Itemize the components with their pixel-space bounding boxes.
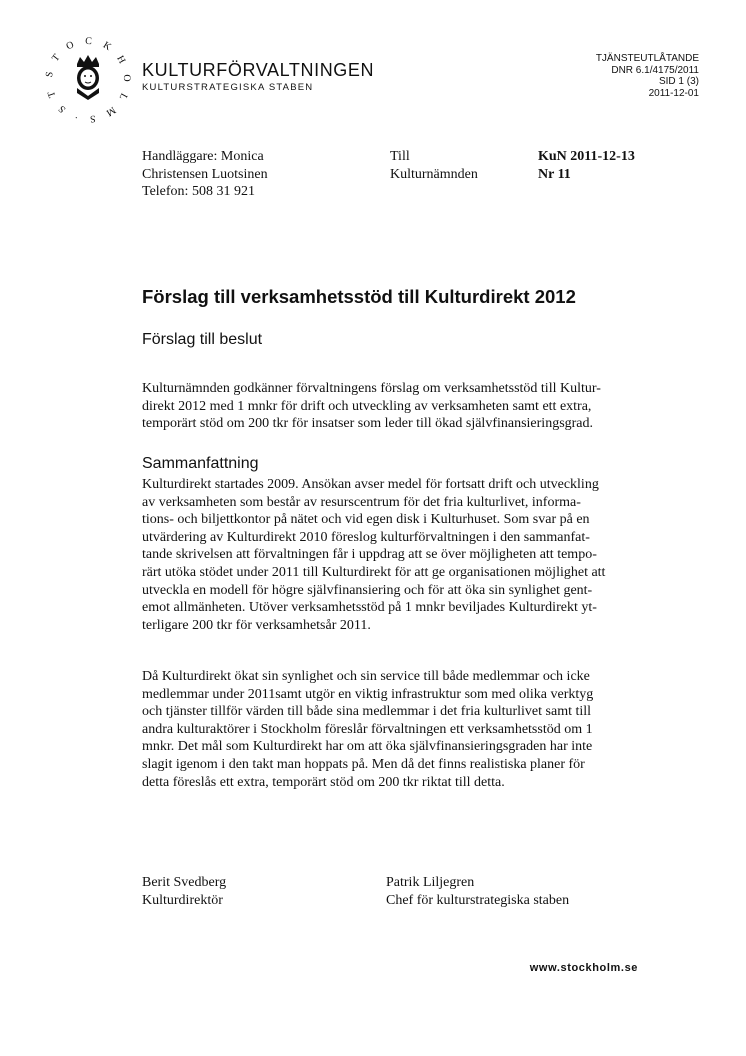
recipient-line: Till (390, 149, 410, 164)
signatory-title: Kulturdirektör (142, 892, 223, 908)
text-line: Kulturdirekt startades 2009. Ansökan avser medel för fortsatt drift och utveckling (142, 477, 599, 492)
document-meta (499, 53, 699, 99)
proposal-paragraph (142, 380, 642, 433)
signature-block (386, 874, 569, 909)
text-line: andra kulturaktörer i Stockholm föreslår förvaltningen ett verksamhetsstöd om 1 (142, 721, 593, 737)
document-date: 2011-12-01 (648, 87, 699, 99)
summary-paragraph (142, 476, 642, 634)
meeting-reference (538, 148, 635, 183)
signatory-name: Berit Svedberg (142, 875, 227, 890)
text-line: detta föreslås ett extra, temporärt stöd om 200 tkr riktat till detta. (142, 774, 505, 790)
signatory-title: Chef för kulturstrategiska staben (386, 892, 570, 908)
text-line: tions- och biljettkontor på nätet och vid egen disk i Kulturhuset. Som svar på en (142, 512, 590, 528)
reference-line: Nr 11 (538, 166, 571, 182)
organization-unit: KULTURSTRATEGISKA STABEN (142, 82, 314, 93)
text-line: slagit igenom i den takt man hoppats på. Men då det finns realistiska planer för (142, 756, 585, 772)
text-line: tande skrivelsen att förvaltningen får i uppdrag att se över möjligheten att tempo- (142, 547, 597, 563)
document-type: TJÄNSTEUTLÅTANDE (595, 53, 699, 64)
signature-block (142, 874, 226, 909)
text-line: direkt 2012 med 1 mnkr för drift och utveckling av verksamheten samt ett extra, (142, 398, 592, 414)
text-line: medlemmar under 2011samt utgör en viktig infrastruktur som med olika verktyg (142, 686, 594, 702)
recipient-block (390, 148, 478, 183)
summary-paragraph-2 (142, 668, 642, 791)
handler-line: Telefon: 508 31 921 (142, 184, 255, 199)
svg-text:S T O C K H O L M S · S T A D: S T O C K H O L M S · S T (44, 36, 132, 124)
footer-website-link[interactable]: www.stockholm.se (529, 962, 638, 974)
handler-line: Handläggare: Monica (142, 149, 264, 164)
seal-icon (44, 36, 132, 124)
handler-line: Christensen Luotsinen (142, 166, 268, 182)
text-line: Kulturnämnden godkänner förvaltningens förslag om verksamhetsstöd till Kultur- (142, 381, 601, 396)
page-indicator: SID 1 (3) (658, 76, 699, 87)
text-line: av verksamheten som består av resurscentrum för det fria kulturlivet, informa- (142, 494, 581, 510)
organization-name: KULTURFÖRVALTNINGEN (142, 60, 375, 80)
recipient-line: Kulturnämnden (390, 166, 478, 182)
text-line: mnkr. Det mål som Kulturdirekt har om att öka självfinansieringsgraden har inte (142, 739, 593, 755)
handler-block (142, 148, 268, 201)
text-line: terligare 200 tkr för verksamhetsår 2011. (142, 617, 371, 633)
text-line: utvärdering av Kulturdirekt 2010 föreslog kulturförvaltningen i den sammanfat- (142, 529, 590, 545)
page-title: Förslag till verksamhetsstöd till Kulturdirekt 2012 (142, 286, 576, 307)
text-line: rärt utöka stödet under 2011 till Kulturdirekt för att ge organisationen möjlighet att (142, 564, 606, 580)
registration-number: DNR 6.1/4175/2011 (611, 64, 699, 76)
text-line: utveckla en modell för högre självfinansiering och för att öka sin synlighet gent- (142, 582, 593, 598)
signatory-name: Patrik Liljegren (386, 875, 475, 890)
reference-line: KuN 2011-12-13 (538, 149, 635, 164)
text-line: och tjänster tillför värden till både sina medlemmar i det fria kulturlivet samt till (142, 704, 592, 720)
text-line: Då Kulturdirekt ökat sin synlighet och sin service till både medlemmar och icke (142, 669, 590, 684)
proposal-heading: Förslag till beslut (142, 331, 263, 348)
text-line: emot allmänheten. Utöver verksamhetsstöd på 1 mnkr beviljades Kulturdirekt yt- (142, 600, 597, 616)
text-line: temporärt stöd om 200 tkr för insatser som leder till ökad självfinansieringsgrad. (142, 416, 594, 432)
stockholm-seal-logo (44, 36, 132, 124)
summary-heading: Sammanfattning (142, 455, 259, 472)
